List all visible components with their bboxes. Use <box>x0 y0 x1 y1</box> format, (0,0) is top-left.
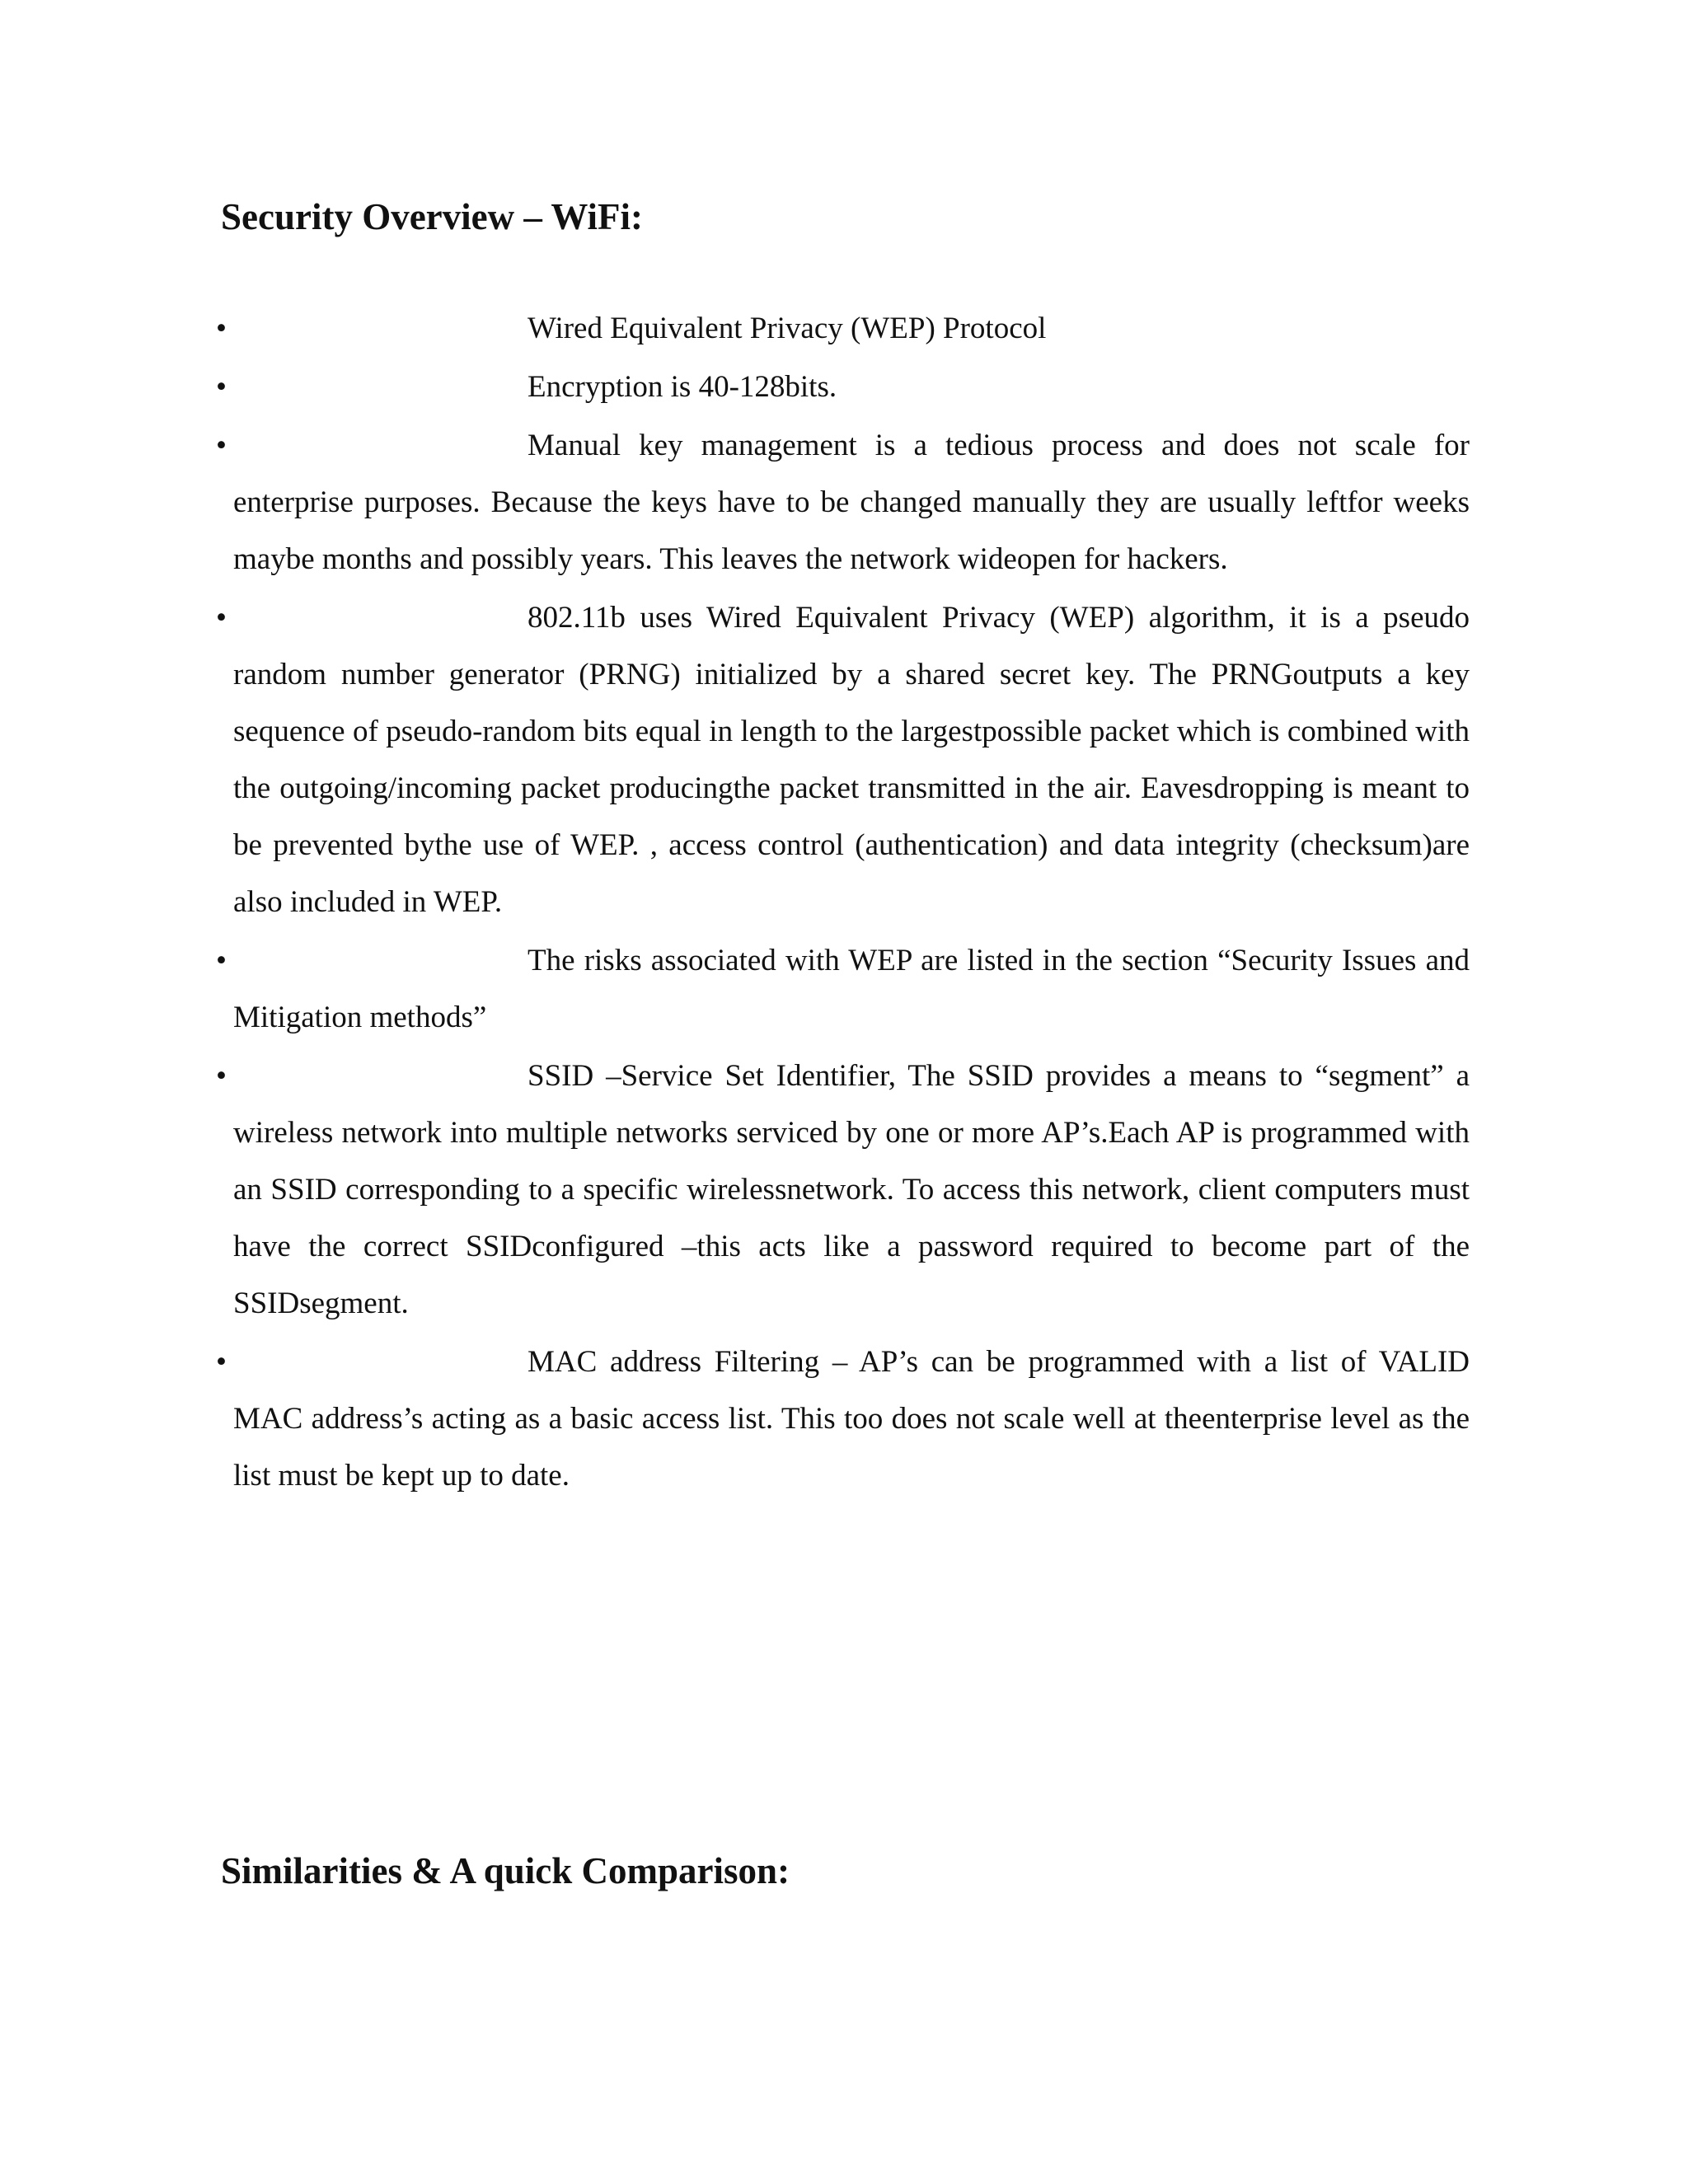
bullet-icon: • <box>216 944 227 977</box>
bullet-icon: • <box>216 1059 227 1093</box>
list-item-text: 802.11b uses Wired Equivalent Privacy (WEP) algorithm, it is a pseudo random number generator (PRNG) initialized by a shared secret key. The PRNGoutputs a key sequence of pseudo-random bits equal in length to the largestpossible packet which is combined with the outgoing/incoming packet producingthe packet transmitted in the air. Eavesdropping is meant to be prevented bythe use of WEP. , access control (authentication) and data integrity (checksum)are also included in WEP. <box>233 601 1470 919</box>
list-item-text: The risks associated with WEP are listed in the section “Security Issues and Mitigation methods” <box>233 944 1470 1034</box>
list-item <box>216 932 1470 1046</box>
list-item <box>216 359 1470 415</box>
bullet-icon: • <box>216 370 227 404</box>
list-item <box>216 300 1470 357</box>
list-item-text: Manual key management is a tedious process and does not scale for enterprise purposes. Because the keys have to be changed manually they are usually leftfor weeks maybe months and possibly years. This leaves the network wideopen for hackers. <box>233 429 1470 576</box>
bullet-icon: • <box>216 429 227 462</box>
section-heading-similarities: Similarities & A quick Comparison: <box>221 1850 790 1891</box>
list-item-text: Wired Equivalent Privacy (WEP) Protocol <box>528 312 1047 345</box>
list-item <box>216 589 1470 930</box>
list-item-text: SSID –Service Set Identifier, The SSID provides a means to “segment” a wireless network into multiple networks serviced by one or more AP’s.Each AP is programmed with an SSID corresponding to a specific wirelessnetwork. To access this network, client computers must have the correct SSIDconfigured –this acts like a password required to become part of the SSIDsegment. <box>233 1059 1470 1320</box>
list-item-text: Encryption is 40-128bits. <box>528 370 837 404</box>
bullet-icon: • <box>216 601 227 635</box>
list-item <box>216 1047 1470 1332</box>
list-item <box>216 1333 1470 1504</box>
bullet-icon: • <box>216 1345 227 1379</box>
security-bullet-list <box>216 300 1470 1506</box>
bullet-icon: • <box>216 312 227 345</box>
section-heading-security-overview: Security Overview – WiFi: <box>221 196 643 237</box>
list-item-text: MAC address Filtering – AP’s can be programmed with a list of VALID MAC address’s acting as a basic access list. This too does not scale well at theenterprise level as the list must be kept up to date. <box>233 1345 1470 1493</box>
list-item <box>216 417 1470 588</box>
